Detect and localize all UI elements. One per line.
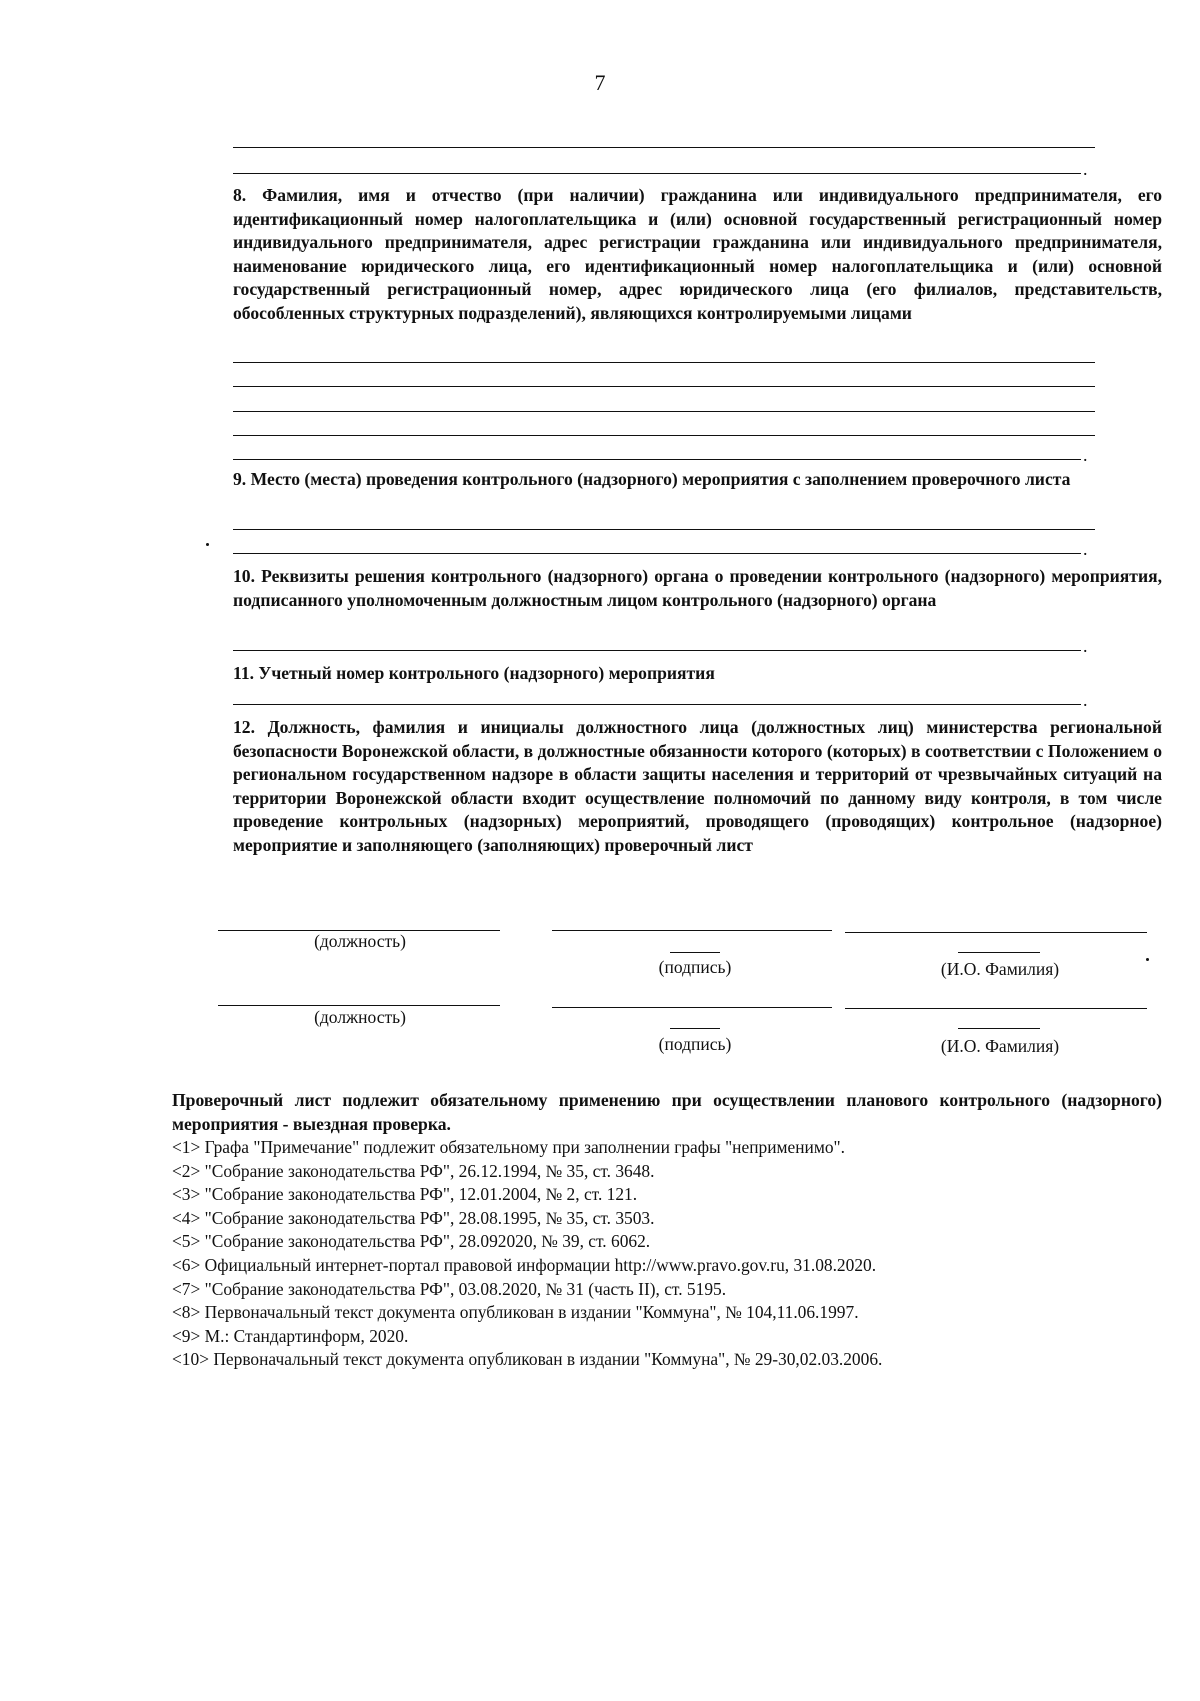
signature-line-name	[845, 932, 1147, 933]
fill-line	[233, 435, 1095, 436]
name-caption: (И.О. Фамилия)	[940, 959, 1060, 979]
signature-caption: (подпись)	[658, 1034, 732, 1054]
fill-line	[233, 147, 1095, 148]
section-10-text: 10. Реквизиты решения контрольного (надзорного) органа о проведении контрольного (надзорного) мероприятия, подписанного уполномоченным должностным лицом контрольного (надзорного) органа	[233, 566, 1162, 610]
caption-underline	[670, 952, 720, 953]
signature-line-signature	[552, 1007, 832, 1008]
footnote-item: <1> Графа "Примечание" подлежит обязательному при заполнении графы "неприменимо".	[172, 1137, 845, 1157]
fill-line	[233, 459, 1081, 460]
fill-line	[233, 529, 1095, 530]
line-end-mark: .	[1083, 539, 1088, 559]
fill-line	[233, 362, 1095, 363]
fill-line	[233, 553, 1081, 554]
line-end-mark: .	[1083, 159, 1088, 179]
caption-underline	[958, 952, 1040, 953]
fill-line	[233, 173, 1081, 174]
position-caption: (должность)	[314, 931, 406, 951]
caption-underline	[958, 1028, 1040, 1029]
footnote-item: <9> М.: Стандартинформ, 2020.	[172, 1325, 409, 1346]
page-number: 7	[594, 70, 606, 95]
scan-speck	[1146, 958, 1149, 961]
signature-line-position	[218, 1005, 500, 1006]
signature-line-name	[845, 1008, 1147, 1009]
caption-underline	[670, 1028, 720, 1029]
footnote-item: <3> "Собрание законодательства РФ", 12.01.2004, № 2, ст. 121.	[172, 1184, 638, 1205]
footnote-item: <7> "Собрание законодательства РФ", 03.08.2020, № 31 (часть II), ст. 5195.	[172, 1278, 727, 1299]
footnote-item: <2> "Собрание законодательства РФ", 26.12.1994, № 35, ст. 3648.	[172, 1160, 655, 1181]
scan-speck	[206, 543, 209, 546]
footnote-item: <10> Первоначальный текст документа опубликован в издании "Коммуна", № 29-30,02.03.2006.	[172, 1349, 883, 1370]
line-end-mark: .	[1083, 445, 1088, 465]
footnote-item: <8> Первоначальный текст документа опубликован в издании "Коммуна", № 104,11.06.1997.	[172, 1302, 859, 1323]
signature-caption: (подпись)	[658, 957, 732, 977]
section-8-text: 8. Фамилия, имя и отчество (при наличии) гражданина или индивидуального предпринимателя, его идентификационный номер налогоплательщика и (или) основной государственный регистрационный номер индивидуального предпринимателя, адрес регистрации гражданина или индивидуального предпринимателя, наименование юридического лица, его идентификационный номер налогоплательщика и (или) основной государственный регистрационный номер, адрес юридического лица (его филиалов, представительств, обособленных структурных подразделений), являющихся контролируемыми лицами	[233, 185, 1162, 323]
footnote-item: <6> Официальный интернет-портал правовой информации http://www.pravo.gov.ru, 31.08.2020.	[172, 1254, 877, 1275]
fill-line	[233, 704, 1081, 705]
position-caption: (должность)	[314, 1007, 406, 1027]
section-11-text: 11. Учетный номер контрольного (надзорного) мероприятия	[233, 663, 715, 683]
footnote-intro: Проверочный лист подлежит обязательному применению при осуществлении планового контрольного (надзорного) мероприятия - выездная проверка.	[172, 1090, 1162, 1134]
footnote-item: <4> "Собрание законодательства РФ", 28.08.1995, № 35, ст. 3503.	[172, 1207, 655, 1228]
footnote-item: <5> "Собрание законодательства РФ", 28.092020, № 39, ст. 6062.	[172, 1231, 651, 1252]
name-caption: (И.О. Фамилия)	[940, 1036, 1060, 1056]
fill-line	[233, 411, 1095, 412]
line-end-mark: .	[1083, 636, 1088, 656]
fill-line	[233, 386, 1095, 387]
line-end-mark: .	[1083, 690, 1088, 710]
section-12-text: 12. Должность, фамилия и инициалы должностного лица (должностных лиц) министерства региональной безопасности Воронежской области, в должностные обязанности которого (которых) в соответствии с Положением о региональном государственном надзоре в области защиты населения и территорий от чрезвычайных ситуаций на территории Воронежской области входит осуществление полномочий по данному виду контроля, в том числе проведение контрольных (надзорных) мероприятий, проводящего (проводящих) контрольное (надзорное) мероприятие и заполняющего (заполняющих) проверочный лист	[233, 717, 1162, 855]
signature-line-signature	[552, 930, 832, 931]
fill-line	[233, 650, 1081, 651]
footnote-list	[172, 1136, 1162, 1372]
section-9-text: 9. Место (места) проведения контрольного (надзорного) мероприятия с заполнением проверочного листа	[233, 469, 1071, 489]
